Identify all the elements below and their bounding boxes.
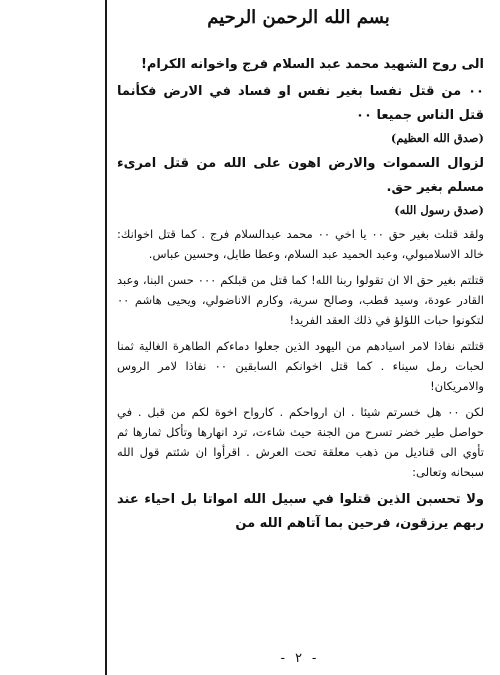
- page-number: - ٢ -: [278, 651, 319, 666]
- dedication-heading: الى روح الشهيد محمد عبد السلام فرج واخوانه الكرام!: [140, 57, 484, 72]
- scanned-document: [105, 0, 490, 675]
- paragraph-3: قتلتم نفاذا لامر اسيادهم من اليهود الذين جعلوا دماءكم الطاهرة الغالية ثمنا لحبات رمل سيناء . كما قتل اخوانكم السابقين ٠٠ نفاذا لامر الروس والامريكان!: [117, 339, 484, 393]
- basmala-header: بسم الله الرحمن الرحيم: [207, 7, 390, 28]
- paragraph-1: ولقد قتلت بغير حق ٠٠ يا اخي ٠٠ محمد عبدالسلام فرج . كما قتل اخوانك: خالد الاسلامبولي، وعبد الحميد عبد السلام، وعطا طايل، وحسين عباس.: [117, 227, 484, 261]
- quran-verse-1: ٠٠ من قتل نفسا بغير نفس او فساد في الارض فكأنما قتل الناس جميعا ٠٠: [117, 84, 484, 123]
- paragraph-2: قتلتم بغير حق الا ان تقولوا ربنا الله! كما قتل من قبلكم ٠٠٠ حسن البنا، وعبد القادر عودة، وسيد قطب، وصالح سرية، وكارم الاناضولي، ويحيى هاشم ٠٠ لتكونوا حبات اللؤلؤ في ذلك العقد الفريد!: [117, 273, 484, 327]
- document-body: [117, 54, 484, 536]
- paragraph-4: لكن ٠٠ هل خسرتم شيئا . ان ارواحكم . كارواح اخوة لكم من قبل . في حواصل طير خضر تسرح من الجنة حيث شاءت، ترد انهارها وتأكل ثمارها ثم تأوي الى قناديل من ذهب معلقة تحت العرش . اقرأوا ان شئتم قول الله سبحانه وتعالى:: [117, 405, 484, 479]
- hadith-text: لزوال السموات والارض اهون على الله من قتل امرىء مسلم بغير حق.: [117, 156, 484, 195]
- quran-verse-2: ولا تحسبن الذين قتلوا في سبيل الله امواتا بل احياء عند ربهم يرزقون، فرحين بما آتاهم الله من: [117, 492, 484, 531]
- citation-hadith: (صدق رسول الله): [394, 203, 484, 217]
- citation-quran: (صدق الله العظيم): [390, 131, 484, 145]
